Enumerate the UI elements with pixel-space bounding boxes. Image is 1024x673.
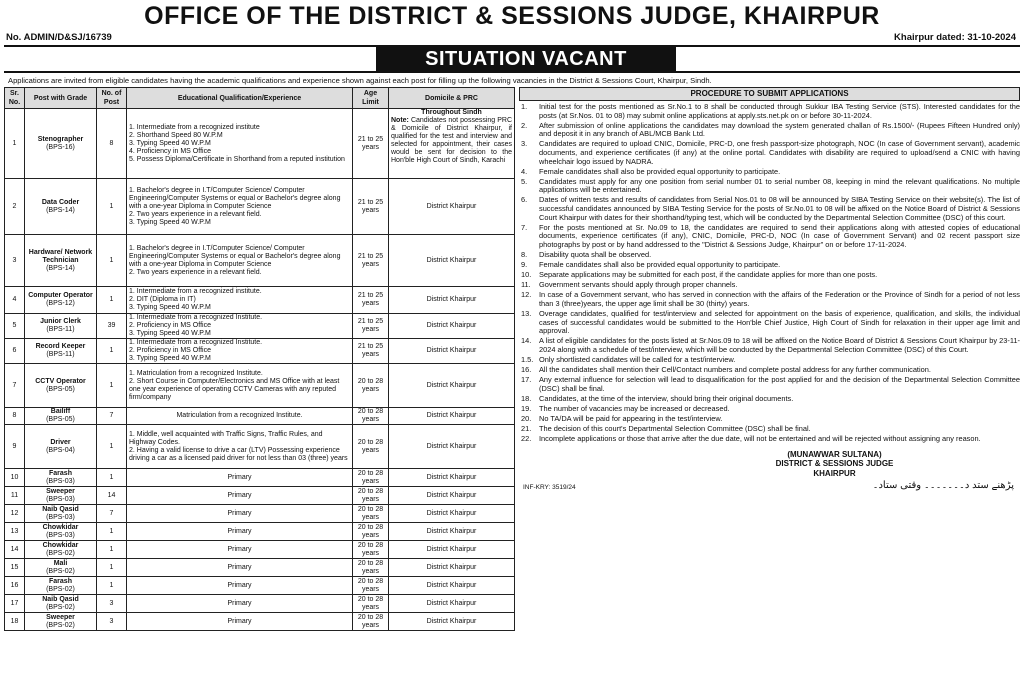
vacancies-table-body: [5, 109, 515, 631]
procedure-item-text: Separate applications may be submitted for each post, if the candidate applies for more than one posts.: [539, 270, 878, 280]
post-name: Chowkidar: [42, 541, 79, 549]
procedure-list: [519, 103, 1020, 444]
qualification-line: 3. Typing Speed 40 W.P.M: [129, 139, 211, 147]
banner-bar: [4, 45, 1020, 73]
post-grade: (BPS-12): [46, 300, 75, 307]
procedure-item-number: 4.: [521, 166, 528, 176]
cell-no-of-post: 7: [97, 505, 127, 523]
procedure-item-text: Only shortlisted candidates will be called for a test/interview.: [539, 355, 736, 365]
cell-post: [25, 541, 97, 559]
cell-domicile: District Khairpur: [389, 613, 515, 631]
cell-no-of-post: 8: [97, 109, 127, 179]
cell-no-of-post: 1: [97, 559, 127, 577]
cell-post: [25, 469, 97, 487]
procedure-item: [519, 435, 1020, 444]
table-row: [5, 541, 515, 559]
cell-no-of-post: 3: [97, 613, 127, 631]
table-row: [5, 595, 515, 613]
cell-qualification: [127, 523, 353, 541]
cell-qualification: [127, 595, 353, 613]
qualification-line: Primary: [227, 581, 252, 589]
cell-age-limit: 20 to 28 years: [353, 364, 389, 408]
procedure-item-text: Female candidates shall also be provided equal opportunity to participate.: [539, 260, 781, 270]
procedure-item-text: Disability quota shall be observed.: [539, 250, 652, 259]
procedure-item: [519, 271, 1020, 280]
cell-sr-no: 4: [5, 287, 25, 314]
cell-post: [25, 287, 97, 314]
post-grade: (BPS-02): [46, 585, 75, 593]
table-row: [5, 469, 515, 487]
cell-qualification: [127, 408, 353, 425]
cell-no-of-post: 3: [97, 595, 127, 613]
cell-post: [25, 577, 97, 595]
procedure-item: [519, 366, 1020, 375]
table-row: [5, 109, 515, 179]
situation-vacant-banner: SITUATION VACANT: [376, 47, 676, 71]
cell-domicile: District Khairpur: [389, 179, 515, 235]
cell-qualification: [127, 109, 353, 179]
qualification-line: 2. Having a valid license to drive a car (LTV) Possessing experience driving a car as a licensed paid driver for not less than 03 (three) years: [129, 446, 348, 462]
qualification-line: 4. Proficiency in MS Office: [129, 147, 211, 155]
cell-sr-no: 14: [5, 541, 25, 559]
table-row: [5, 287, 515, 314]
procedure-item: [519, 168, 1020, 177]
cell-sr-no: 5: [5, 314, 25, 339]
cell-age-limit: 21 to 25 years: [353, 314, 389, 339]
cell-post: [25, 339, 97, 364]
cell-no-of-post: 1: [97, 287, 127, 314]
procedure-item-number: 1.: [521, 102, 528, 111]
table-row: [5, 179, 515, 235]
post-name: Chowkidar: [42, 523, 79, 531]
qualification-line: 1. Bachelor's degree in I.T/Computer Science/ Computer Engineering/Computer Systems or equal or Bachelor's degree along with a one-year Diploma in Computer Science: [129, 186, 341, 210]
qualification-line: Primary: [227, 473, 252, 481]
content-columns: [4, 87, 1020, 631]
cell-qualification: [127, 559, 353, 577]
cell-age-limit: 20 to 28 years: [353, 469, 389, 487]
procedure-item-number: 8.: [521, 250, 528, 259]
post-name: Stenographer: [37, 135, 84, 143]
qualification-line: 3. Typing Speed 40 W.P.M: [129, 304, 211, 311]
cell-domicile: District Khairpur: [389, 487, 515, 505]
procedure-item-number: 16.: [521, 365, 532, 375]
procedure-item-number: 5.: [521, 176, 528, 186]
header-domicile: Domicile & PRC: [389, 88, 515, 109]
cell-age-limit: 20 to 28 years: [353, 577, 389, 595]
qualification-line: Matriculation from a recognized Institute.: [176, 412, 303, 419]
cell-domicile: District Khairpur: [389, 235, 515, 287]
post-grade: (BPS-03): [46, 531, 75, 539]
post-grade: (BPS-11): [46, 326, 75, 333]
procedure-item-number: 12.: [521, 290, 532, 300]
cell-qualification: [127, 469, 353, 487]
post-grade: (BPS-03): [46, 513, 75, 521]
cell-age-limit: 21 to 25 years: [353, 179, 389, 235]
cell-domicile: District Khairpur: [389, 314, 515, 339]
procedure-item-text: Initial test for the posts mentioned as Sr.No.1 to 8 shall be conducted through Sukkur IBA Testing Service (STS). Interested candidates for the posts (at Sr.Nos. 01 to 08) may submit online applications at apply.sts.net.pk on or before 30-11-2024.: [539, 102, 1020, 120]
domicile-heading: Throughout Sindh: [421, 109, 482, 116]
post-grade: (BPS-11): [46, 351, 75, 358]
cell-age-limit: 20 to 28 years: [353, 487, 389, 505]
cell-domicile: District Khairpur: [389, 577, 515, 595]
cell-domicile: District Khairpur: [389, 425, 515, 469]
procedure-item-number: 20.: [521, 414, 532, 424]
qualification-line: 1. Middle, well acquainted with Traffic Signs, Traffic Rules, and Highway Codes.: [129, 430, 323, 446]
cell-age-limit: 21 to 25 years: [353, 339, 389, 364]
cell-no-of-post: 14: [97, 487, 127, 505]
cell-no-of-post: 1: [97, 339, 127, 364]
qualification-line: 5. Possess Diploma/Certificate in Shorthand from a reputed institution: [129, 155, 345, 163]
cell-age-limit: 20 to 28 years: [353, 541, 389, 559]
procedure-item-number: 13.: [521, 309, 532, 319]
qualification-line: 1. Intermediate from a recognized institute: [129, 123, 260, 131]
cell-sr-no: 7: [5, 364, 25, 408]
cell-sr-no: 11: [5, 487, 25, 505]
cell-sr-no: 9: [5, 425, 25, 469]
procedure-item-number: 17.: [521, 375, 532, 385]
cell-no-of-post: 1: [97, 469, 127, 487]
cell-qualification: [127, 287, 353, 314]
header-post: Post with Grade: [25, 88, 97, 109]
qualification-line: 1. Intermediate from a recognized Institute.: [129, 314, 263, 321]
procedure-item: [519, 395, 1020, 404]
procedure-item-number: 9.: [521, 260, 528, 270]
post-grade: (BPS-03): [46, 495, 75, 503]
domicile-note-label: Note:: [391, 117, 409, 124]
cell-qualification: [127, 179, 353, 235]
procedure-item: [519, 405, 1020, 414]
cell-no-of-post: 7: [97, 408, 127, 425]
qualification-line: 1. Intermediate from a recognized institute.: [129, 288, 262, 295]
cell-post: [25, 505, 97, 523]
table-row: [5, 487, 515, 505]
qualification-line: Primary: [227, 599, 252, 607]
cell-age-limit: 20 to 28 years: [353, 613, 389, 631]
post-name: Bailiff: [50, 408, 71, 415]
post-name: Junior Clerk: [40, 318, 81, 325]
procedure-item-number: 18.: [521, 393, 532, 403]
post-grade: (BPS-02): [46, 567, 75, 575]
signature-block: [649, 450, 1020, 479]
cell-age-limit: 20 to 28 years: [353, 595, 389, 613]
cell-post: [25, 425, 97, 469]
procedure-item-text: Incomplete applications or those that arrive after the due date, will not be entertained and will be rejected without assigning any reason.: [539, 434, 981, 444]
header-qualification: Educational Qualification/Experience: [127, 88, 353, 109]
cell-sr-no: 8: [5, 408, 25, 425]
cell-post: [25, 595, 97, 613]
cell-domicile: District Khairpur: [389, 523, 515, 541]
procedure-heading: PROCEDURE TO SUBMIT APPLICATIONS: [519, 87, 1020, 101]
cell-domicile: District Khairpur: [389, 339, 515, 364]
table-row: [5, 559, 515, 577]
cell-domicile: District Khairpur: [389, 408, 515, 425]
qualification-line: Primary: [227, 563, 252, 571]
procedure-item-number: 11.: [521, 280, 531, 290]
qualification-line: Primary: [227, 491, 252, 499]
post-grade: (BPS-04): [46, 446, 75, 454]
procedure-item-text: Overage candidates, qualified for test/interview and selected for appointment on the basis of experience, qualification, and skills, the individual cases of successful candidates would be submitted to the Hon'ble Chief Justice, High Court of Sindh for relaxation in their upper age limit and approval.: [539, 309, 1020, 336]
procedure-item-text: A list of eligible candidates for the posts listed at Sr.Nos.09 to 18 will be affixed on the Notice Board of District & Sessions Court Khairpur by 23-11-2024 along with a schedule of test/interview, which will be conducted by the Departmental Selection Committee (DSC) of this Court.: [539, 336, 1020, 354]
signatory-name: (MUNAWWAR SULTANA): [787, 449, 882, 459]
intro-text: Applications are invited from eligible candidates having the academic qualifications and experience shown against each post for filling up the following vacancies in the District & Sessions Court, Khairpur, Sindh.: [8, 76, 712, 85]
cell-no-of-post: 1: [97, 364, 127, 408]
procedure-item-number: 21.: [521, 424, 532, 434]
notice-date: Khairpur dated: 31-10-2024: [894, 32, 1016, 43]
procedure-item-text: Candidates must apply for any one position from serial number 01 to serial number 08, keeping in mind the relevant qualifications. No multiple applications will be entertained.: [539, 176, 1020, 195]
cell-post: [25, 559, 97, 577]
cell-domicile: District Khairpur: [389, 364, 515, 408]
qualification-line: 1. Intermediate from a recognized Institute.: [129, 339, 263, 346]
procedure-item-number: 19.: [521, 404, 532, 413]
reference-number: No. ADMIN/D&SJ/16739: [6, 32, 112, 43]
inf-number: INF-KRY: 3519/24: [523, 484, 576, 492]
cell-no-of-post: 1: [97, 541, 127, 559]
post-name: Naib Qasid: [42, 505, 79, 513]
qualification-line: 1. Matriculation from a recognized Institute.: [129, 369, 263, 377]
post-name: Naib Qasid: [42, 595, 79, 603]
qualification-line: 2. DIT (Diploma in IT): [129, 296, 196, 303]
cell-age-limit: 21 to 25 years: [353, 109, 389, 179]
post-grade: (BPS-02): [46, 621, 75, 629]
cell-sr-no: 3: [5, 235, 25, 287]
cell-no-of-post: 1: [97, 179, 127, 235]
cell-age-limit: 21 to 25 years: [353, 287, 389, 314]
procedure-item-number: 7.: [521, 222, 528, 232]
procedure-item-number: 2.: [521, 120, 528, 130]
table-row: [5, 577, 515, 595]
qualification-line: 3. Typing Speed 40 W.P.M: [129, 330, 211, 337]
procedure-item-number: 10.: [521, 270, 532, 280]
procedure-item-text: Candidates are required to upload CNIC, Domicile, PRC-D, one fresh passport-size photograph, NOC (In case of Government servant), academic documents, and experience certificates (if any) at the online portal. Candidates with disability are required to upload/send a CNIC with having wheelchair logo issued by NADRA.: [539, 139, 1020, 166]
cell-age-limit: 20 to 28 years: [353, 523, 389, 541]
cell-sr-no: 1: [5, 109, 25, 179]
table-row: [5, 425, 515, 469]
procedure-item: [519, 337, 1020, 354]
cell-no-of-post: 39: [97, 314, 127, 339]
cell-qualification: [127, 487, 353, 505]
qualification-line: 2. Proficiency in MS Office: [129, 347, 211, 354]
qualification-line: 3. Typing Speed 40 W.P.M: [129, 355, 211, 362]
table-row: [5, 339, 515, 364]
procedure-item-text: Candidates, at the time of the interview, should bring their original documents.: [539, 393, 794, 403]
advertisement-page: [0, 2, 1024, 673]
procedure-item: [519, 196, 1020, 222]
header-sr-no: Sr. No.: [5, 88, 25, 109]
procedure-item-text: No TA/DA will be paid for appearing in the test/interview.: [539, 414, 723, 424]
post-grade: (BPS-14): [46, 206, 75, 214]
cell-post: [25, 613, 97, 631]
cell-post: [25, 523, 97, 541]
qualification-line: 2. Two years experience in a relevant field.: [129, 268, 262, 276]
post-grade: (BPS-02): [46, 549, 75, 557]
qualification-line: 2. Proficiency in MS Office: [129, 322, 211, 329]
cell-qualification: [127, 425, 353, 469]
qualification-line: Primary: [227, 545, 252, 553]
qualification-line: 3. Typing Speed 40 W.P.M: [129, 218, 211, 226]
procedure-item-text: In case of a Government servant, who has served in connection with the affairs of the Federation or the Province of Sindh for a period of not less than 3 (three)years, the upper age limit shall be 30 (thirty) years.: [539, 290, 1020, 308]
qualification-line: Primary: [227, 527, 252, 535]
post-grade: (BPS-14): [46, 264, 75, 272]
table-row: [5, 613, 515, 631]
procedure-item-text: After submission of online applications the candidates may download the system generated challan of Rs.1500/- (Rupees Fifteen Hundred only) and deposit it in any branch of ABL/MCB Bank Ltd.: [539, 120, 1020, 139]
post-name: Computer Operator: [28, 292, 93, 299]
procedure-item: [519, 291, 1020, 308]
table-row: [5, 408, 515, 425]
cell-age-limit: 20 to 28 years: [353, 408, 389, 425]
cell-no-of-post: 1: [97, 523, 127, 541]
office-title: OFFICE OF THE DISTRICT & SESSIONS JUDGE, KHAIRPUR: [144, 2, 880, 30]
post-name: Farash: [49, 469, 72, 477]
cell-post: [25, 314, 97, 339]
cell-domicile: District Khairpur: [389, 287, 515, 314]
cell-post: [25, 487, 97, 505]
post-grade: (BPS-05): [46, 416, 75, 423]
procedure-item: [519, 310, 1020, 336]
qualification-line: 1. Bachelor's degree in I.T/Computer Science/ Computer Engineering/Computer Systems or equal or Bachelor's degree along with a one-year Diploma in Computer Science: [129, 244, 341, 268]
cell-age-limit: 21 to 25 years: [353, 235, 389, 287]
procedure-item: [519, 415, 1020, 424]
table-row: [5, 364, 515, 408]
post-name: Sweeper: [46, 487, 75, 495]
procedure-item: [519, 224, 1020, 250]
post-name: Record Keeper: [35, 343, 86, 350]
procedure-item: [519, 261, 1020, 270]
qualification-line: Primary: [227, 617, 252, 625]
cell-qualification: [127, 314, 353, 339]
procedure-item: [519, 356, 1020, 365]
procedure-item: [519, 376, 1020, 393]
cell-no-of-post: 1: [97, 235, 127, 287]
procedure-section: [519, 87, 1020, 631]
cell-age-limit: 20 to 28 years: [353, 559, 389, 577]
cell-sr-no: 10: [5, 469, 25, 487]
cell-qualification: [127, 541, 353, 559]
cell-age-limit: 20 to 28 years: [353, 505, 389, 523]
table-header-row: [5, 88, 515, 109]
table-row: [5, 235, 515, 287]
procedure-item-number: 22.: [521, 434, 532, 444]
table-row: [5, 505, 515, 523]
procedure-item-number: 14.: [521, 336, 532, 346]
domicile-note-text: Candidates not possessing PRC & Domicile of District Khairpur, if qualified for the test and interview and selected for appointment, their cases would be sent for decision to the Hon'ble High Court of Sindh, Karachi: [391, 117, 512, 164]
header-no-of-post: No. of Post: [97, 88, 127, 109]
cell-no-of-post: 1: [97, 425, 127, 469]
cell-sr-no: 18: [5, 613, 25, 631]
procedure-item-number: 3.: [521, 139, 528, 149]
cell-post: [25, 109, 97, 179]
procedure-item-text: Any external influence for selection will lead to disqualification for the post applied for and the decision of the Departmental Selection Committee (DSC) shall be final.: [539, 375, 1020, 393]
cell-sr-no: 6: [5, 339, 25, 364]
cell-no-of-post: 1: [97, 577, 127, 595]
cell-sr-no: 15: [5, 559, 25, 577]
procedure-item-text: All the candidates shall mention their Cell/Contact numbers and complete postal address for any further communication.: [539, 365, 931, 375]
procedure-item-text: The decision of this court's Departmental Selection Committee (DSC) shall be final.: [539, 424, 811, 434]
post-grade: (BPS-05): [46, 385, 75, 393]
qualification-line: 2. Shorthand Speed 80 W.P.M: [129, 131, 223, 139]
cell-sr-no: 12: [5, 505, 25, 523]
procedure-item-text: Government servants should apply through proper channels.: [539, 280, 738, 290]
cell-age-limit: 20 to 28 years: [353, 425, 389, 469]
post-name: Mali: [53, 559, 68, 567]
cell-domicile: District Khairpur: [389, 469, 515, 487]
qualification-line: 2. Two years experience in a relevant field.: [129, 210, 262, 218]
post-name: Hardware/ Network Technician: [28, 248, 93, 264]
cell-domicile: District Khairpur: [389, 541, 515, 559]
cell-qualification: [127, 364, 353, 408]
procedure-item: [519, 425, 1020, 434]
cell-domicile: District Khairpur: [389, 559, 515, 577]
footer: [519, 480, 1020, 496]
signatory-place: KHAIRPUR: [813, 468, 856, 478]
vacancies-table: [4, 87, 515, 631]
procedure-item-text: The number of vacancies may be increased or decreased.: [539, 404, 730, 413]
procedure-item-text: Female candidates shall also be provided equal opportunity to participate.: [539, 166, 781, 176]
procedure-item-text: For the posts mentioned at Sr. No.09 to 18, the candidates are required to send their applications along with attested copies of educational documents, experience certificates (if any), CNIC, Domicile, PRC-D, NOC (In case of Government Servant) and 02 recent passport size photographs by post or by hand addressed to the "District & Sessions Judge, Khairpur" on or before 17-11-2024.: [539, 222, 1020, 249]
procedure-item: [519, 251, 1020, 260]
qualification-line: 2. Short Course in Computer/Electronics and MS Office with at least one year experience of operating CCTV Cameras with any reputed firm/company: [129, 377, 340, 401]
procedure-item-text: Dates of written tests and results of candidates from Serial Nos.01 to 08 will be announced by SIBA Testing Service on their website(s). The list of successful candidates announced by SIBA Testing Service for the posts of Sr.No.01 to 08 will be affixed on the Notice Board of District & Sessions Court Khairpur with dates for their shorthand/typing test, which will be conducted by the Departmental Selection Committee (DSC) of this court.: [539, 195, 1020, 222]
post-name: Data Coder: [41, 198, 80, 206]
post-name: Farash: [49, 577, 72, 585]
post-grade: (BPS-03): [46, 477, 75, 485]
cell-sr-no: 17: [5, 595, 25, 613]
procedure-item: [519, 178, 1020, 195]
cell-qualification: [127, 505, 353, 523]
qualification-line: Primary: [227, 509, 252, 517]
procedure-item: [519, 140, 1020, 166]
procedure-item: [519, 281, 1020, 290]
procedure-item-number: 1.5.: [521, 355, 534, 365]
urdu-note: پڑھنے ستد د۔۔۔۔۔۔۔ وقتی ستاد۔: [872, 480, 1014, 492]
procedure-item: [519, 122, 1020, 139]
cell-domicile: District Khairpur: [389, 505, 515, 523]
domicile-note: [391, 117, 512, 165]
table-row: [5, 314, 515, 339]
post-grade: (BPS-02): [46, 603, 75, 611]
post-name: CCTV Operator: [35, 377, 86, 385]
table-row: [5, 523, 515, 541]
cell-domicile: District Khairpur: [389, 595, 515, 613]
cell-sr-no: 16: [5, 577, 25, 595]
cell-qualification: [127, 577, 353, 595]
procedure-item: [519, 103, 1020, 120]
header-meta: [4, 30, 1020, 45]
cell-post: [25, 179, 97, 235]
procedure-item-number: 6.: [521, 195, 528, 205]
post-grade: (BPS-16): [46, 143, 75, 151]
cell-sr-no: 2: [5, 179, 25, 235]
post-name: Driver: [50, 438, 71, 446]
cell-qualification: [127, 613, 353, 631]
signatory-designation: DISTRICT & SESSIONS JUDGE: [775, 459, 894, 469]
header-age-limit: Age Limit: [353, 88, 389, 109]
cell-sr-no: 13: [5, 523, 25, 541]
cell-qualification: [127, 235, 353, 287]
cell-post: [25, 364, 97, 408]
cell-domicile: [389, 109, 515, 179]
post-name: Sweeper: [46, 613, 75, 621]
cell-qualification: [127, 339, 353, 364]
cell-post: [25, 235, 97, 287]
cell-post: [25, 408, 97, 425]
